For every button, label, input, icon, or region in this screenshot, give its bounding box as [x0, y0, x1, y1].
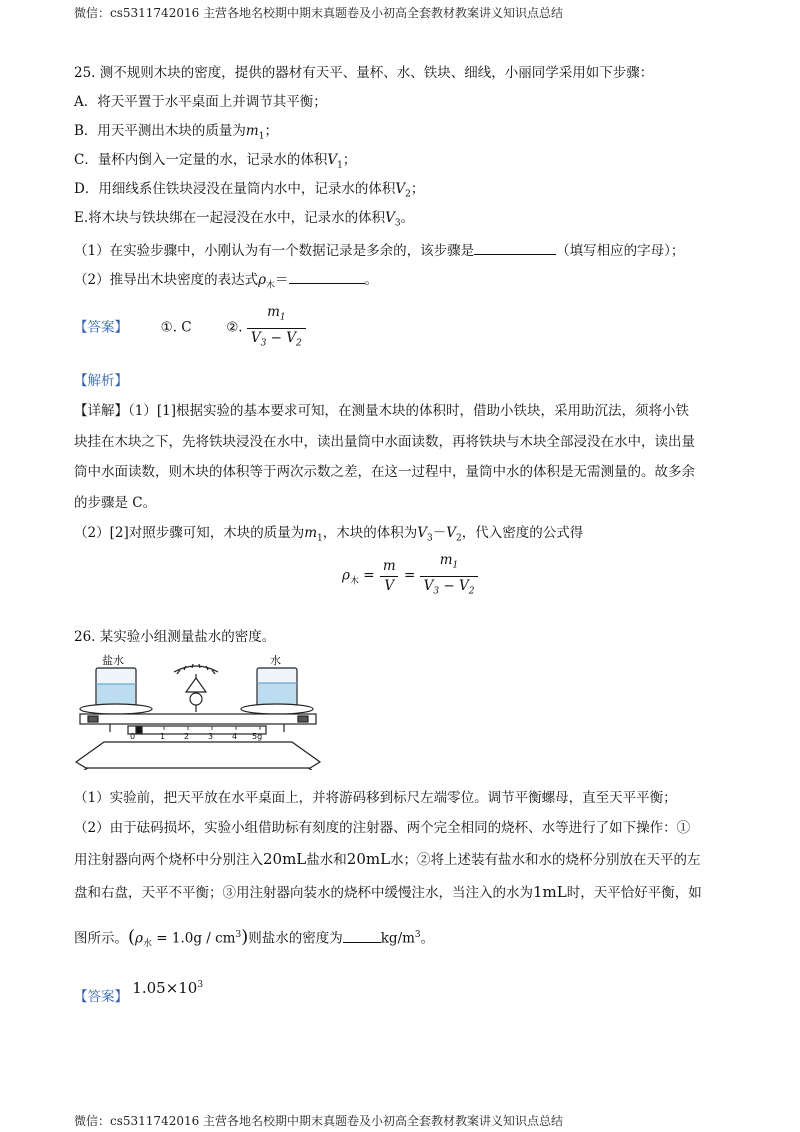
right-pan [241, 704, 313, 714]
text: 则盐水的密度为 [248, 930, 343, 947]
volume-value: 20mL [346, 850, 391, 868]
answer-blank[interactable] [474, 240, 556, 255]
balance-figure [74, 652, 324, 770]
rider-scale [128, 726, 266, 734]
subscript: 2 [468, 586, 475, 597]
q25-step-b [74, 122, 278, 146]
q25-step-d-text: D．用细线系住铁块浸没在量筒内水中，记录水的体积 [74, 181, 396, 197]
scale-tick-1: 1 [160, 732, 166, 741]
q25-sub1-text: （1）在实验步骤中，小刚认为有一个数据记录是多余的，该步骤是 [74, 243, 475, 259]
left-beaker-icon [96, 668, 136, 706]
subscript: 3 [427, 533, 433, 544]
detail-line-5 [74, 524, 583, 548]
answer-fraction [247, 304, 306, 352]
q26-sub2-line-1: （2）由于砝码损坏，实验小组借助标有刻度的注射器、两个完全相同的烧杯、水等进行了如下操作：① [74, 820, 691, 836]
answer-part-2: ②. [226, 319, 243, 336]
subscript: 1 [317, 533, 323, 544]
right-nut [298, 716, 308, 722]
superscript: 3 [235, 930, 242, 940]
q25-step-a: A．将天平置于水平桌面上并调节其平衡； [74, 94, 327, 110]
subscript: 1 [337, 160, 343, 171]
balance-beam [80, 714, 316, 724]
subscript: 3 [394, 218, 401, 229]
subscript: 1 [279, 312, 286, 323]
detail-text: （2）[2]对照步骤可知，木块的质量为 [74, 525, 305, 541]
answer-blank[interactable] [343, 928, 381, 943]
frac-num: m [439, 552, 453, 568]
scale-tick-4: 4 [232, 732, 238, 741]
page-header: 微信：cs5311742016 主营各地名校期中期末真题卷及小初高全套教材教案讲义知识点总结 [74, 6, 564, 20]
q25-step-e-text: E.将木块与铁块绑在一起浸没在水中，记录水的体积 [74, 210, 386, 226]
q26-answer [74, 980, 203, 1010]
minus: − [439, 577, 459, 594]
volume-symbol: V [327, 152, 338, 168]
fraction-result [420, 552, 479, 600]
mass-symbol: m [245, 123, 259, 139]
frac-den-b: V [286, 329, 297, 346]
punct: 。 [400, 210, 415, 226]
subscript: 2 [405, 189, 411, 200]
left-pan [80, 704, 152, 714]
text: 盘和右盘，天平不平衡；③用注射器向装水的烧杯中缓慢注水，当注入的水为 [74, 885, 533, 901]
mass-symbol: m [304, 525, 318, 541]
equals: ＝ [275, 272, 289, 288]
punct: ； [410, 181, 425, 197]
subscript: 3 [433, 586, 440, 597]
analysis-tag: 【解析】 [74, 373, 128, 389]
q25-sub1 [74, 240, 684, 260]
scale-tick-2: 2 [184, 732, 190, 741]
q25-step-d [74, 180, 424, 204]
superscript: 3 [414, 930, 421, 940]
subscript: 3 [260, 338, 267, 349]
punct: 。 [420, 930, 435, 947]
punct: ； [342, 152, 357, 168]
answer-tag: 【答案】 [74, 319, 128, 336]
subscript: 木 [266, 280, 276, 291]
paren: ( [128, 926, 136, 948]
rider[interactable] [136, 727, 142, 733]
detail-line-1: 【详解】（1）[1]根据实验的基本要求可知，在测量木块的体积时，借助小铁块，采用助沉法，须将小铁 [74, 403, 689, 419]
page-footer: 微信：cs5311742016 主营各地名校期中期末真题卷及小初高全套教材教案讲义知识点总结 [74, 1114, 564, 1128]
volume-symbol: V [395, 181, 406, 197]
equals: = [403, 567, 420, 584]
q26-stem: 26. 某实验小组测量盐水的密度。 [74, 629, 276, 645]
pointer-dial-icon [174, 664, 218, 712]
volume-symbol: V [417, 525, 428, 541]
subscript: 1 [258, 131, 265, 142]
scale-tick-5: 5g [252, 732, 263, 741]
balance-base [76, 742, 320, 768]
text: 时，天平恰好平衡，如 [566, 885, 702, 901]
text: 用注射器向两个烧杯中分别注入 [74, 852, 263, 868]
q25-sub2 [74, 269, 378, 295]
subscript: 水 [142, 939, 152, 950]
punct: 。 [364, 272, 379, 288]
equals: = [358, 567, 379, 584]
q26-sub2-line-2 [74, 850, 701, 869]
volume-value: 20mL [263, 850, 307, 868]
subscript: 2 [296, 338, 302, 349]
q25-step-b-text: B．用天平测出木块的质量为 [74, 123, 246, 139]
text: 盐水和 [306, 852, 347, 868]
volume-symbol: V [385, 210, 395, 226]
frac-den-a: V [250, 329, 261, 346]
q25-step-e [74, 209, 414, 233]
text: 图所示。 [74, 930, 128, 947]
frac-den-a: V [423, 577, 434, 594]
superscript: 3 [197, 980, 204, 990]
scale-tick-3: 3 [208, 732, 214, 741]
minus: − [266, 329, 287, 346]
volume-symbol: V [446, 525, 456, 541]
q25-step-c-text: C．量杯内倒入一定量的水，记录水的体积 [74, 152, 328, 168]
rho-symbol: ρ [342, 567, 350, 584]
frac-num: m [382, 557, 396, 574]
answer-blank[interactable] [289, 269, 365, 284]
minus: － [432, 525, 447, 541]
paren: ) [241, 926, 249, 948]
q26-sub1: （1）实验前，把天平放在水平桌面上，并将游码移到标尺左端零位。调节平衡螺母，直至天平平衡； [74, 790, 677, 806]
q25-sub1-hint: （填写相应的字母）； [556, 243, 685, 259]
answer-tag: 【答案】 [74, 989, 128, 1005]
rho-symbol: ρ [258, 272, 267, 288]
density-value: = 1.0g / cm [151, 930, 236, 947]
q26-sub2-line-3 [74, 883, 702, 902]
frac-num: m [267, 304, 280, 320]
label-salt-water: 盐水 [102, 654, 124, 667]
volume-value: 1mL [533, 883, 567, 901]
detail-text: ，代入密度的公式得 [461, 525, 584, 541]
detail-line-3: 筒中水面读数，则木块的体积等于两次示数之差，在这一过程中，量筒中水的体积是无需测量的。故多余 [74, 464, 695, 480]
detail-line-4: 的步骤是 C。 [74, 495, 157, 511]
label-water: 水 [270, 654, 281, 667]
right-beaker-icon [257, 668, 297, 706]
frac-den-b: V [458, 577, 469, 594]
text: 水；②将上述装有盐水和水的烧杯分别放在天平的左 [390, 852, 701, 868]
q25-sub2-text: （2）推导出木块密度的表达式 [74, 272, 259, 288]
punct: ； [264, 123, 278, 139]
answer-part-1: ①. C [160, 319, 192, 336]
subscript: 木 [349, 576, 359, 587]
subscript: 1 [452, 560, 459, 571]
q25-stem: 25. 测不规则木块的密度，提供的器材有天平、量杯、水、铁块、细线，小丽同学采用如下步骤： [74, 65, 654, 81]
answer-value: $1.05\times 10^3$ [132, 979, 204, 997]
rho-symbol: ρ [135, 930, 143, 947]
density-formula [342, 552, 478, 603]
unit: kg/m [380, 930, 415, 947]
subscript: 2 [456, 533, 462, 544]
detail-text: ，木块的体积为 [322, 525, 418, 541]
detail-line-2: 块挂在木块之下，先将铁块浸没在水中，读出量筒中水面读数，再将铁块与木块全部浸没在水中，读出量 [74, 434, 695, 450]
q26-sub2-line-4 [74, 926, 434, 953]
q25-answer [74, 304, 306, 352]
fraction-m-over-v [379, 558, 400, 595]
frac-den: V [380, 576, 398, 595]
left-nut [88, 716, 98, 722]
q25-step-c [74, 151, 356, 175]
scale-tick-0: 0 [130, 732, 136, 741]
